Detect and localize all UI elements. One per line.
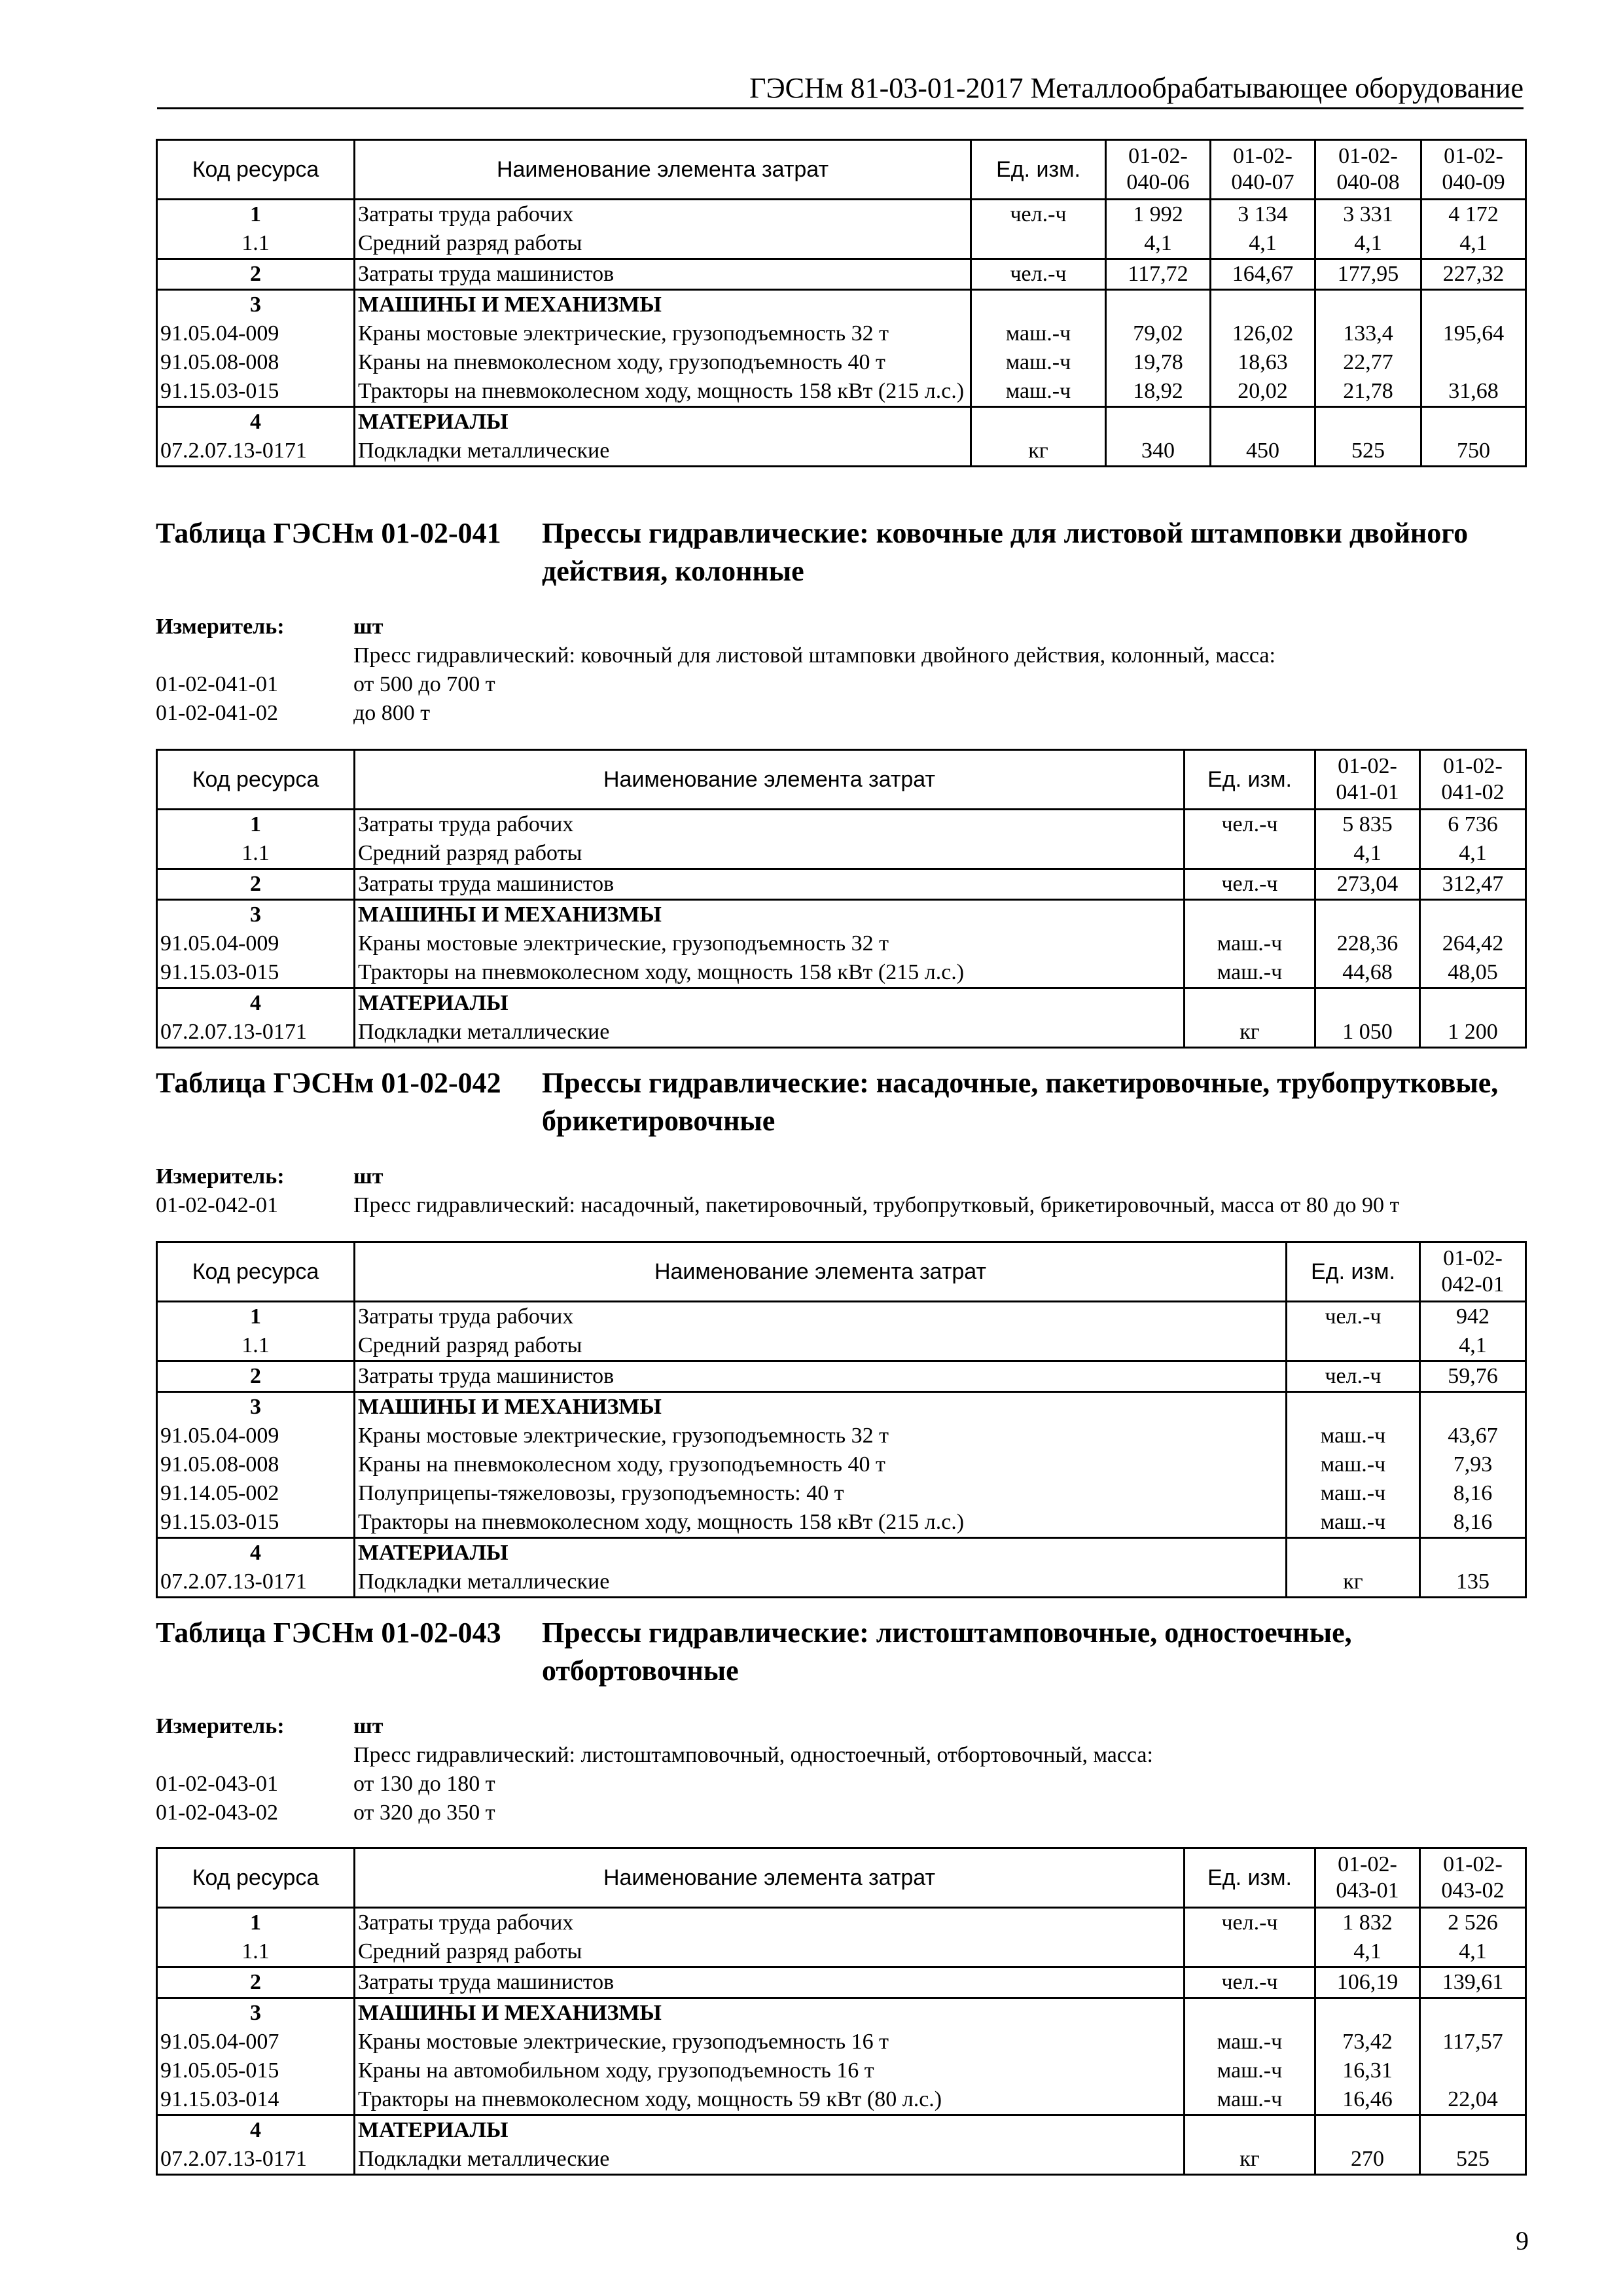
cell-value: 3 331 (1315, 200, 1421, 230)
cell-code: 2 (157, 1361, 355, 1392)
cell-unit: чел.-ч (1185, 810, 1315, 840)
cell-code: 1 (157, 200, 355, 230)
table-row (157, 1392, 1526, 1422)
cell-unit (1185, 1998, 1315, 2028)
cell-value: 1 992 (1106, 200, 1211, 230)
cell-code: 07.2.07.13-0171 (157, 437, 355, 467)
cell-unit: маш.-ч (971, 377, 1106, 407)
cell-unit (1287, 1392, 1420, 1422)
measure-label: Измеритель: (156, 615, 285, 639)
cell-name-text: Тракторы на пневмоколесном ходу, мощность 158 кВт (215 л.с.) (358, 379, 965, 403)
cell-value: 750 (1421, 437, 1526, 467)
cell-value: 164,67 (1211, 259, 1315, 290)
table-row (157, 1937, 1526, 1967)
cell-value: 1 050 (1315, 1018, 1420, 1048)
cell-value: 4,1 (1420, 1937, 1526, 1967)
cell-value: 139,61 (1420, 1967, 1526, 1998)
page-header-title: ГЭСНм 81-03-01-2017 Металлообрабатывающее оборудование (157, 71, 1524, 109)
cell-code: 4 (157, 2115, 355, 2145)
header-col: 01-02-040-09 (1421, 140, 1526, 200)
cell-unit: чел.-ч (1287, 1302, 1420, 1332)
cell-unit (1185, 988, 1315, 1018)
item-code: 01-02-041-02 (156, 701, 278, 725)
section-label: Таблица ГЭСНм 01-02-042 (156, 1067, 501, 1099)
cell-code: 91.15.03-015 (157, 377, 355, 407)
table-row (157, 1538, 1526, 1568)
cell-name: МАТЕРИАЛЫ (355, 407, 971, 437)
cell-name: Средний разряд работы (355, 839, 1185, 869)
table-header-row (157, 1848, 1526, 1908)
cell-name: Краны на пневмоколесном ходу, грузоподъемность 40 т (355, 348, 971, 377)
table-row (157, 839, 1526, 869)
cell-name: Полуприцепы-тяжеловозы, грузоподъемность: 40 т (355, 1479, 1287, 1508)
cell-unit: кг (971, 437, 1106, 467)
cell-unit (971, 290, 1106, 320)
cell-value (1420, 900, 1526, 930)
table-row (157, 1568, 1526, 1598)
cell-code: 91.05.04-007 (157, 2028, 355, 2056)
cell-unit (971, 229, 1106, 259)
table-row (157, 1302, 1526, 1332)
cell-value: 4,1 (1106, 229, 1211, 259)
table-row (157, 929, 1526, 958)
table-row (157, 1967, 1526, 1998)
cell-code: 3 (157, 1392, 355, 1422)
cell-name: Тракторы на пневмоколесном ходу, мощность 158 кВт (215 л.с.) (355, 1508, 1287, 1538)
cell-value: 525 (1315, 437, 1421, 467)
cell-value: 4,1 (1315, 1937, 1420, 1967)
cell-value (1420, 2115, 1526, 2145)
cell-name: Затраты труда машинистов (355, 869, 1185, 900)
header-col: 01-02-043-02 (1420, 1848, 1526, 1908)
cell-value: 126,02 (1211, 319, 1315, 348)
header-col: 01-02-040-06 (1106, 140, 1211, 200)
cell-unit: чел.-ч (1185, 1908, 1315, 1938)
item-code: 01-02-042-01 (156, 1193, 278, 1217)
cell-value: 450 (1211, 437, 1315, 467)
item-code: 01-02-043-01 (156, 1772, 278, 1796)
section-heading-043 (156, 1614, 1530, 1693)
cell-code: 1.1 (157, 1937, 355, 1967)
table-row (157, 1450, 1526, 1479)
table-row (157, 1361, 1526, 1392)
cell-name: Затраты труда рабочих (355, 200, 971, 230)
cell-value: 4,1 (1211, 229, 1315, 259)
cell-value: 20,02 (1211, 377, 1315, 407)
cell-unit: кг (1185, 1018, 1315, 1048)
cell-code: 91.05.04-009 (157, 1422, 355, 1450)
cell-value (1420, 2056, 1526, 2085)
cell-unit: маш.-ч (971, 319, 1106, 348)
cell-code: 91.05.08-008 (157, 1450, 355, 1479)
cell-code: 91.14.05-002 (157, 1479, 355, 1508)
cell-name: Средний разряд работы (355, 1331, 1287, 1361)
measure-block-041 (156, 613, 1530, 728)
cell-unit: чел.-ч (971, 259, 1106, 290)
header-col: 01-02-041-01 (1315, 750, 1420, 810)
measure-label: Измеритель: (156, 1164, 285, 1189)
cell-value: 4,1 (1421, 229, 1526, 259)
cell-code: 91.05.08-008 (157, 348, 355, 377)
table-row (157, 259, 1526, 290)
item-code: 01-02-041-01 (156, 672, 278, 696)
table-row (157, 2115, 1526, 2145)
cell-value: 273,04 (1315, 869, 1420, 900)
cell-name (355, 377, 971, 407)
cell-name: Затраты труда машинистов (355, 1361, 1287, 1392)
cell-name: Средний разряд работы (355, 1937, 1185, 1967)
cell-name: Тракторы на пневмоколесном ходу, мощность 158 кВт (215 л.с.) (355, 958, 1185, 988)
header-col: 01-02-043-01 (1315, 1848, 1420, 1908)
section-label: Таблица ГЭСНм 01-02-043 (156, 1617, 501, 1649)
header-unit: Ед. изм. (971, 140, 1106, 200)
cell-name: МАТЕРИАЛЫ (355, 1538, 1287, 1568)
table-row (157, 1479, 1526, 1508)
table-row (157, 869, 1526, 900)
cell-unit (1185, 839, 1315, 869)
header-unit: Ед. изм. (1185, 750, 1315, 810)
table-row (157, 229, 1526, 259)
table-row (157, 2028, 1526, 2056)
header-name: Наименование элемента затрат (355, 750, 1185, 810)
cell-value: 8,16 (1420, 1508, 1526, 1538)
cell-unit: маш.-ч (1287, 1450, 1420, 1479)
cell-value: 1 200 (1420, 1018, 1526, 1048)
cell-value: 4,1 (1315, 839, 1420, 869)
page-number: 9 (1516, 2226, 1529, 2255)
cell-unit: маш.-ч (1185, 2085, 1315, 2115)
cell-name: Краны мостовые электрические, грузоподъемность 16 т (355, 2028, 1185, 2056)
cell-code: 1.1 (157, 1331, 355, 1361)
cell-code: 3 (157, 290, 355, 320)
cell-unit (971, 407, 1106, 437)
cell-code: 1.1 (157, 229, 355, 259)
table-row (157, 1908, 1526, 1938)
item-text: от 130 до 180 т (353, 1772, 495, 1796)
table-row (157, 2085, 1526, 2115)
cell-value (1420, 1998, 1526, 2028)
section-title: Прессы гидравлические: ковочные для листовой штамповки двойного действия, колонные (542, 517, 1469, 587)
cell-value: 117,57 (1420, 2028, 1526, 2056)
cell-value (1315, 407, 1421, 437)
cell-value: 31,68 (1421, 377, 1526, 407)
cell-code: 91.15.03-015 (157, 958, 355, 988)
table-row (157, 407, 1526, 437)
cell-name: Краны мостовые электрические, грузоподъемность 32 т (355, 929, 1185, 958)
section-title: Прессы гидравлические: листоштамповочные, одностоечные, отбортовочные (542, 1617, 1352, 1687)
cell-code: 91.05.05-015 (157, 2056, 355, 2085)
cell-value: 264,42 (1420, 929, 1526, 958)
cell-unit: маш.-ч (1185, 958, 1315, 988)
cell-unit: маш.-ч (1185, 2028, 1315, 2056)
resource-table-040 (156, 139, 1527, 467)
item-text: Пресс гидравлический: насадочный, пакетировочный, трубопрутковый, брикетировочный, масса от 80 до 90 т (353, 1193, 1400, 1217)
header-col: 01-02-040-07 (1211, 140, 1315, 200)
measure-unit: шт (353, 1714, 383, 1738)
cell-value (1421, 348, 1526, 377)
cell-code: 1.1 (157, 839, 355, 869)
cell-name: МАТЕРИАЛЫ (355, 2115, 1185, 2145)
table-row (157, 1998, 1526, 2028)
measure-description: Пресс гидравлический: ковочный для листовой штамповки двойного действия, колонный, масса: (353, 643, 1275, 668)
cell-value: 3 134 (1211, 200, 1315, 230)
cell-unit (1287, 1538, 1420, 1568)
table-row (157, 2056, 1526, 2085)
cell-code: 1 (157, 1302, 355, 1332)
cell-name: Затраты труда машинистов (355, 259, 971, 290)
cell-unit (1185, 1937, 1315, 1967)
cell-code: 1 (157, 1908, 355, 1938)
item-code: 01-02-043-02 (156, 1801, 278, 1825)
table-header-row (157, 140, 1526, 200)
item-text: от 320 до 350 т (353, 1801, 495, 1825)
cell-value: 59,76 (1420, 1361, 1526, 1392)
measure-block-043 (156, 1712, 1530, 1827)
measure-label: Измеритель: (156, 1714, 285, 1738)
cell-value: 270 (1315, 2145, 1420, 2175)
cell-unit: маш.-ч (1185, 2056, 1315, 2085)
resource-table-041 (156, 749, 1527, 1049)
cell-code: 91.15.03-015 (157, 1508, 355, 1538)
cell-value (1106, 407, 1211, 437)
cell-name: Краны мостовые электрические, грузоподъемность 32 т (355, 1422, 1287, 1450)
header-name: Наименование элемента затрат (355, 1848, 1185, 1908)
measure-unit: шт (353, 1164, 383, 1189)
cell-code: 3 (157, 1998, 355, 2028)
cell-unit: чел.-ч (1185, 869, 1315, 900)
header-code: Код ресурса (157, 750, 355, 810)
section-title: Прессы гидравлические: насадочные, пакетировочные, трубопрутковые, брикетировочные (542, 1067, 1499, 1137)
cell-value: 117,72 (1106, 259, 1211, 290)
cell-name: Подкладки металлические (355, 1568, 1287, 1598)
cell-unit: маш.-ч (1287, 1479, 1420, 1508)
measure-unit: шт (353, 615, 383, 639)
cell-value (1315, 900, 1420, 930)
cell-code: 4 (157, 1538, 355, 1568)
section-heading-042 (156, 1064, 1530, 1143)
cell-value (1315, 2115, 1420, 2145)
item-text: от 500 до 700 т (353, 672, 495, 696)
cell-value: 6 736 (1420, 810, 1526, 840)
cell-name: МАТЕРИАЛЫ (355, 988, 1185, 1018)
cell-name: Средний разряд работы (355, 229, 971, 259)
cell-value: 312,47 (1420, 869, 1526, 900)
cell-name: Затраты труда рабочих (355, 1302, 1287, 1332)
cell-code: 4 (157, 988, 355, 1018)
cell-value: 16,46 (1315, 2085, 1420, 2115)
measure-description: Пресс гидравлический: листоштамповочный, одностоечный, отбортовочный, масса: (353, 1743, 1153, 1767)
cell-value: 135 (1420, 1568, 1526, 1598)
cell-name: МАШИНЫ И МЕХАНИЗМЫ (355, 1998, 1185, 2028)
cell-unit: маш.-ч (971, 348, 1106, 377)
cell-unit: маш.-ч (1287, 1422, 1420, 1450)
table-row (157, 958, 1526, 988)
cell-value: 525 (1420, 2145, 1526, 2175)
cell-code: 91.15.03-014 (157, 2085, 355, 2115)
cell-name: МАШИНЫ И МЕХАНИЗМЫ (355, 290, 971, 320)
cell-value (1420, 1538, 1526, 1568)
table-row (157, 319, 1526, 348)
cell-code: 91.05.04-009 (157, 319, 355, 348)
cell-code: 07.2.07.13-0171 (157, 1018, 355, 1048)
cell-value: 133,4 (1315, 319, 1421, 348)
cell-value (1420, 988, 1526, 1018)
table-row (157, 437, 1526, 467)
resource-table-042 (156, 1241, 1527, 1598)
resource-table-043 (156, 1847, 1527, 2176)
cell-name: Затраты труда рабочих (355, 810, 1185, 840)
cell-value: 8,16 (1420, 1479, 1526, 1508)
cell-value: 195,64 (1421, 319, 1526, 348)
header-code: Код ресурса (157, 1242, 355, 1302)
cell-value: 16,31 (1315, 2056, 1420, 2085)
cell-name: Краны на автомобильном ходу, грузоподъемность 16 т (355, 2056, 1185, 2085)
cell-value: 18,92 (1106, 377, 1211, 407)
cell-value (1315, 1998, 1420, 2028)
cell-value: 73,42 (1315, 2028, 1420, 2056)
cell-code: 91.05.04-009 (157, 929, 355, 958)
cell-value: 4 172 (1421, 200, 1526, 230)
cell-unit (1185, 2115, 1315, 2145)
cell-name: Подкладки металлические (355, 437, 971, 467)
cell-value (1211, 290, 1315, 320)
cell-value (1421, 290, 1526, 320)
cell-value: 340 (1106, 437, 1211, 467)
table-row (157, 988, 1526, 1018)
table-row (157, 1331, 1526, 1361)
cell-value (1315, 988, 1420, 1018)
cell-value: 19,78 (1106, 348, 1211, 377)
cell-value (1421, 407, 1526, 437)
table-row (157, 1422, 1526, 1450)
cell-value: 22,04 (1420, 2085, 1526, 2115)
table-row (157, 377, 1526, 407)
cell-unit: маш.-ч (1185, 929, 1315, 958)
cell-code: 2 (157, 1967, 355, 1998)
header-name: Наименование элемента затрат (355, 140, 971, 200)
cell-name: Краны мостовые электрические, грузоподъемность 32 т (355, 319, 971, 348)
cell-name: Затраты труда рабочих (355, 1908, 1185, 1938)
cell-name: Затраты труда машинистов (355, 1967, 1185, 1998)
cell-value (1211, 407, 1315, 437)
cell-value: 2 526 (1420, 1908, 1526, 1938)
header-col: 01-02-041-02 (1420, 750, 1526, 810)
cell-unit: чел.-ч (1185, 1967, 1315, 1998)
cell-value: 227,32 (1421, 259, 1526, 290)
cell-value: 1 832 (1315, 1908, 1420, 1938)
cell-value (1420, 1392, 1526, 1422)
table-row (157, 2145, 1526, 2175)
cell-code: 4 (157, 407, 355, 437)
cell-unit: кг (1185, 2145, 1315, 2175)
cell-value: 18,63 (1211, 348, 1315, 377)
cell-value: 79,02 (1106, 319, 1211, 348)
table-row (157, 1508, 1526, 1538)
cell-value: 177,95 (1315, 259, 1421, 290)
section-label: Таблица ГЭСНм 01-02-041 (156, 517, 501, 549)
cell-value (1315, 290, 1421, 320)
cell-unit: маш.-ч (1287, 1508, 1420, 1538)
cell-value (1106, 290, 1211, 320)
cell-value: 5 835 (1315, 810, 1420, 840)
cell-code: 2 (157, 259, 355, 290)
table-row (157, 1018, 1526, 1048)
cell-name: Тракторы на пневмоколесном ходу, мощность 59 кВт (80 л.с.) (355, 2085, 1185, 2115)
table-header-row (157, 750, 1526, 810)
cell-value: 22,77 (1315, 348, 1421, 377)
header-col: 01-02-042-01 (1420, 1242, 1526, 1302)
cell-value: 43,67 (1420, 1422, 1526, 1450)
table-row (157, 290, 1526, 320)
cell-code: 07.2.07.13-0171 (157, 2145, 355, 2175)
header-unit: Ед. изм. (1287, 1242, 1420, 1302)
cell-value: 4,1 (1420, 1331, 1526, 1361)
cell-value: 44,68 (1315, 958, 1420, 988)
measure-block-042 (156, 1162, 1530, 1220)
table-row (157, 348, 1526, 377)
table-row (157, 810, 1526, 840)
cell-value: 7,93 (1420, 1450, 1526, 1479)
cell-name: Подкладки металлические (355, 1018, 1185, 1048)
cell-value: 228,36 (1315, 929, 1420, 958)
header-col: 01-02-040-08 (1315, 140, 1421, 200)
table-row (157, 900, 1526, 930)
header-unit: Ед. изм. (1185, 1848, 1315, 1908)
section-heading-041 (156, 514, 1530, 593)
cell-value: 4,1 (1420, 839, 1526, 869)
cell-code: 3 (157, 900, 355, 930)
cell-name: МАШИНЫ И МЕХАНИЗМЫ (355, 900, 1185, 930)
cell-value: 106,19 (1315, 1967, 1420, 1998)
cell-unit (1185, 900, 1315, 930)
item-text: до 800 т (353, 701, 431, 725)
header-code: Код ресурса (157, 140, 355, 200)
cell-unit (1287, 1331, 1420, 1361)
cell-unit: кг (1287, 1568, 1420, 1598)
cell-unit: чел.-ч (971, 200, 1106, 230)
cell-code: 07.2.07.13-0171 (157, 1568, 355, 1598)
table-row (157, 200, 1526, 230)
cell-value: 21,78 (1315, 377, 1421, 407)
header-code: Код ресурса (157, 1848, 355, 1908)
cell-name: Краны на пневмоколесном ходу, грузоподъемность 40 т (355, 1450, 1287, 1479)
cell-code: 2 (157, 869, 355, 900)
cell-value: 48,05 (1420, 958, 1526, 988)
cell-name: МАШИНЫ И МЕХАНИЗМЫ (355, 1392, 1287, 1422)
cell-name: Подкладки металлические (355, 2145, 1185, 2175)
cell-value: 4,1 (1315, 229, 1421, 259)
table-header-row (157, 1242, 1526, 1302)
cell-unit: чел.-ч (1287, 1361, 1420, 1392)
cell-value: 942 (1420, 1302, 1526, 1332)
header-name: Наименование элемента затрат (355, 1242, 1287, 1302)
cell-code: 1 (157, 810, 355, 840)
